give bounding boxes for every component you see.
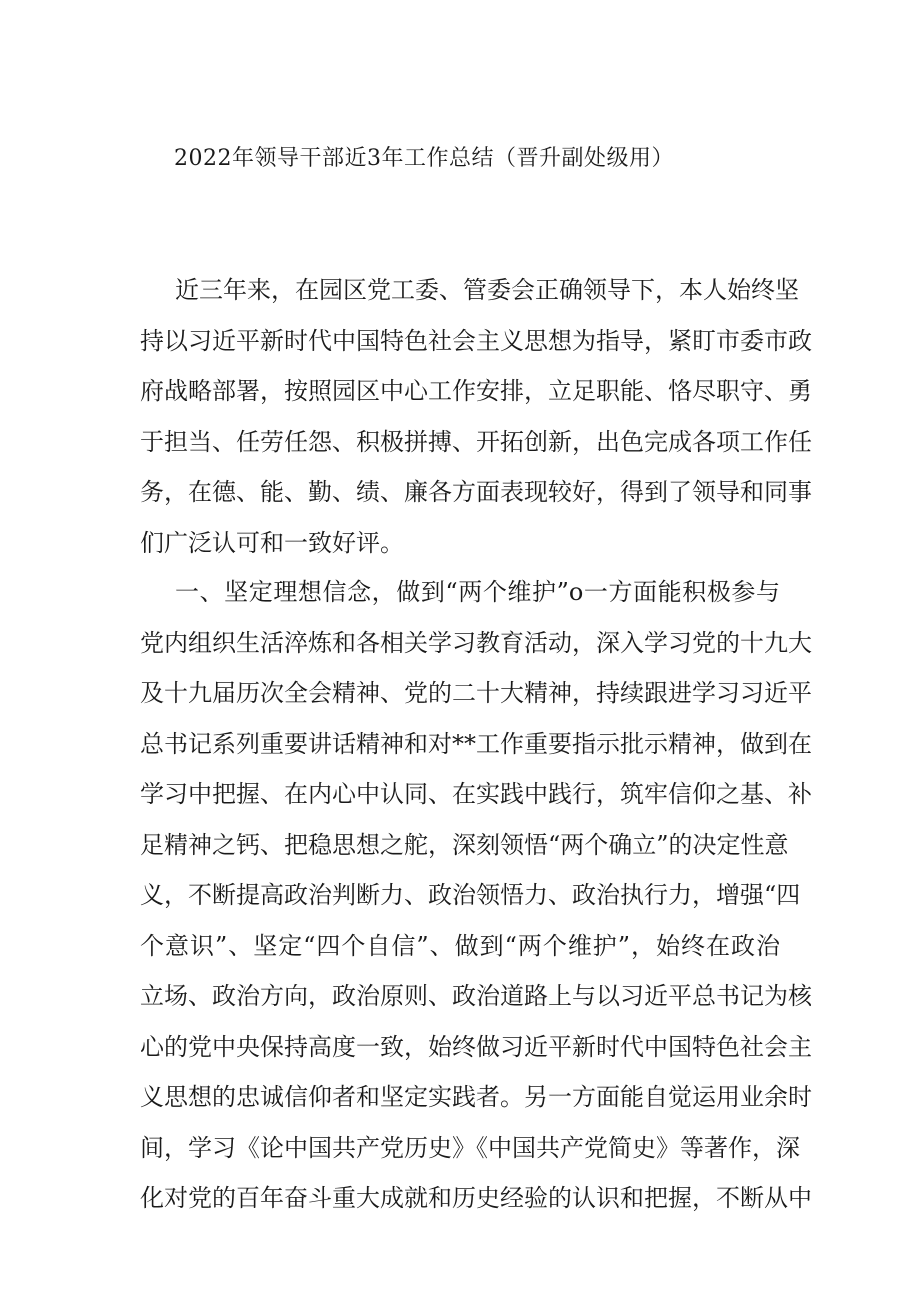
paragraph-line: 们广泛认可和一致好评。 (140, 528, 404, 557)
paragraph-line: 一、坚定理想信念，做到“两个维护”o一方面能积极参与 (175, 578, 780, 606)
paragraph-line: 立场、政治方向，政治原则、政治道路上与以习近平总书记为核 (140, 982, 812, 1010)
paragraph-line: 近三年来，在园区党工委、管委会正确领导下，本人始终坚 (175, 276, 799, 304)
paragraph-line: 总书记系列重要讲话精神和对**工作重要指示批示精神，做到在 (140, 729, 812, 758)
paragraph-line: 党内组织生活淬炼和各相关学习教育活动，深入学习党的十九大 (140, 628, 812, 657)
paragraph-line: 于担当、任劳任怨、积极拼搏、开拓创新，出色完成各项工作任 (140, 427, 812, 456)
paragraph-line: 心的党中央保持高度一致，始终做习近平新时代中国特色社会主 (140, 1032, 812, 1061)
paragraph-line: 务，在德、能、勤、绩、廉各方面表现较好，得到了领导和同事 (140, 478, 812, 506)
paragraph-line: 足精神之钙、把稳思想之舵，深刻领悟“两个确立”的决定性意 (140, 830, 789, 859)
paragraph-line: 学习中把握、在内心中认同、在实践中践行，筑牢信仰之基、补 (140, 780, 812, 808)
paragraph-line: 义，不断提高政治判断力、政治领悟力、政治执行力，增强“四 (140, 881, 801, 909)
paragraph-intro (140, 265, 812, 568)
paragraph-section-one (140, 567, 812, 1224)
paragraph-line: 持以习近平新时代中国特色社会主义思想为指导，紧盯市委市政 (140, 326, 812, 355)
paragraph-line: 个意识”、坚定“四个自信”、做到“两个维护”，始终在政治 (140, 931, 780, 960)
paragraph-line: 义思想的忠诚信仰者和坚定实践者。另一方面能自觉运用业余时 (140, 1083, 812, 1111)
paragraph-line: 府战略部署，按照园区中心工作安排，立足职能、恪尽职守、勇 (140, 377, 812, 405)
paragraph-line: 及十九届历次全会精神、党的二十大精神，持续跟进学习习近平 (140, 679, 812, 707)
document-title: 2022年领导干部近3年工作总结（晋升副处级用） (174, 146, 674, 171)
paragraph-line: 间，学习《论中国共产党历史》《中国共产党简史》等著作，深 (140, 1133, 800, 1162)
paragraph-line: 化对党的百年奋斗重大成就和历史经验的认识和把握，不断从中 (140, 1184, 812, 1212)
